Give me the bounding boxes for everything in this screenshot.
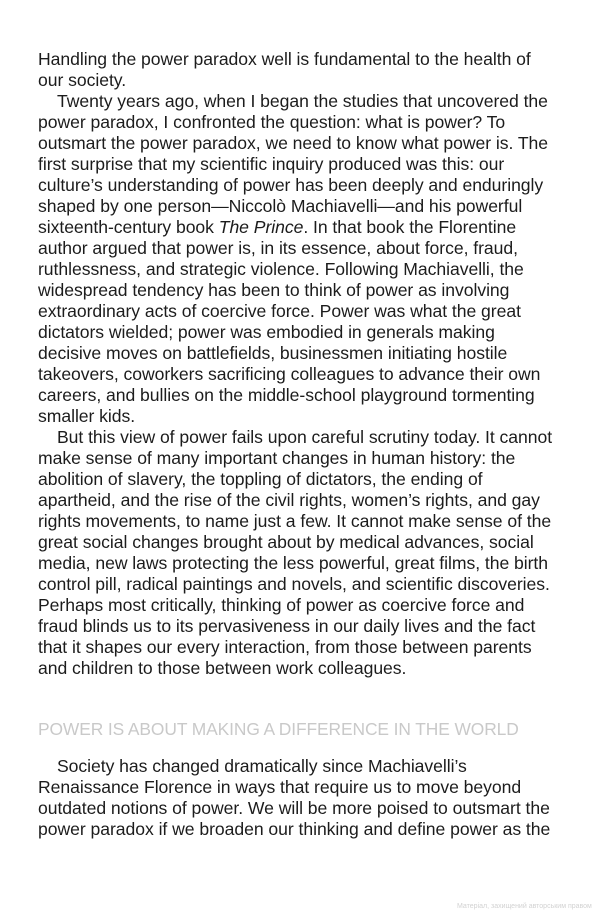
paragraph-2 — [38, 91, 568, 427]
text-line: But this view of power fails upon careful scrutiny today. It cannot — [57, 427, 553, 447]
text-line: ruthlessness, and strategic violence. Following Machiavelli, the — [38, 259, 524, 279]
text-line: outsmart the power paradox, we need to know what power is. The — [38, 133, 549, 153]
text-line: great social changes brought about by medical advances, social — [38, 532, 534, 552]
text-line: that it shapes our every interaction, from those between parents — [38, 637, 532, 657]
text-line: extraordinary acts of coercive force. Power was what the great — [38, 301, 521, 321]
text-line: our society. — [38, 70, 127, 90]
paragraph-4 — [38, 756, 568, 840]
book-title-italic: The Prince — [218, 217, 304, 237]
text-line: rights movements, to name just a few. It cannot make sense of the — [38, 511, 552, 531]
text-line: decisive moves on battlefields, businessmen initiating hostile — [38, 343, 508, 363]
section-heading: POWER IS ABOUT MAKING A DIFFERENCE IN THE WORLD — [38, 719, 519, 739]
text-line: power paradox if we broaden our thinking and define power as the — [38, 819, 551, 839]
paragraph-1 — [38, 49, 568, 91]
page-body-top — [38, 49, 568, 679]
text-line: author argued that power is, in its essence, about force, fraud, — [38, 238, 518, 258]
text-line: culture’s understanding of power has been deeply and enduringly — [38, 175, 544, 195]
text-line: takeovers, coworkers sacrificing colleagues to advance their own — [38, 364, 541, 384]
page-body-bottom — [38, 756, 568, 840]
copyright-watermark: Матеріал, захищений авторським правом — [457, 903, 592, 910]
text-line: media, new laws protecting the less powerful, great films, the birth — [38, 553, 548, 573]
text-line: abolition of slavery, the toppling of dictators, the ending of — [38, 469, 483, 489]
text-line: shaped by one person—Niccolò Machiavelli—and his powerful — [38, 196, 523, 216]
text-line: and children to those between work colleagues. — [38, 658, 407, 678]
paragraph-3 — [38, 427, 568, 679]
text-line: make sense of many important changes in human history: the — [38, 448, 516, 468]
text-line: dictators wielded; power was embodied in generals making — [38, 322, 495, 342]
text-fragment: sixteenth-century book — [38, 217, 219, 237]
text-line-with-book-title — [38, 217, 568, 238]
text-line: Society has changed dramatically since Machiavelli’s — [57, 756, 467, 776]
text-line: apartheid, and the rise of the civil rights, women’s rights, and gay — [38, 490, 540, 510]
text-line: power paradox, I confronted the question: what is power? To — [38, 112, 506, 132]
text-line: control pill, radical paintings and novels, and scientific discoveries. — [38, 574, 550, 594]
text-line: careers, and bullies on the middle-school playground tormenting — [38, 385, 535, 405]
text-line: first surprise that my scientific inquiry produced was this: our — [38, 154, 505, 174]
text-line: Renaissance Florence in ways that require us to move beyond — [38, 777, 522, 797]
text-line: smaller kids. — [38, 406, 136, 426]
text-line: widespread tendency has been to think of power as involving — [38, 280, 510, 300]
text-line: Handling the power paradox well is fundamental to the health of — [38, 49, 531, 69]
text-line: outdated notions of power. We will be more poised to outsmart the — [38, 798, 550, 818]
text-line: fraud blinds us to its pervasiveness in our daily lives and the fact — [38, 616, 536, 636]
text-fragment: . In that book the Florentine — [303, 217, 517, 237]
text-line: Twenty years ago, when I began the studies that uncovered the — [57, 91, 548, 111]
text-line: Perhaps most critically, thinking of power as coercive force and — [38, 595, 525, 615]
